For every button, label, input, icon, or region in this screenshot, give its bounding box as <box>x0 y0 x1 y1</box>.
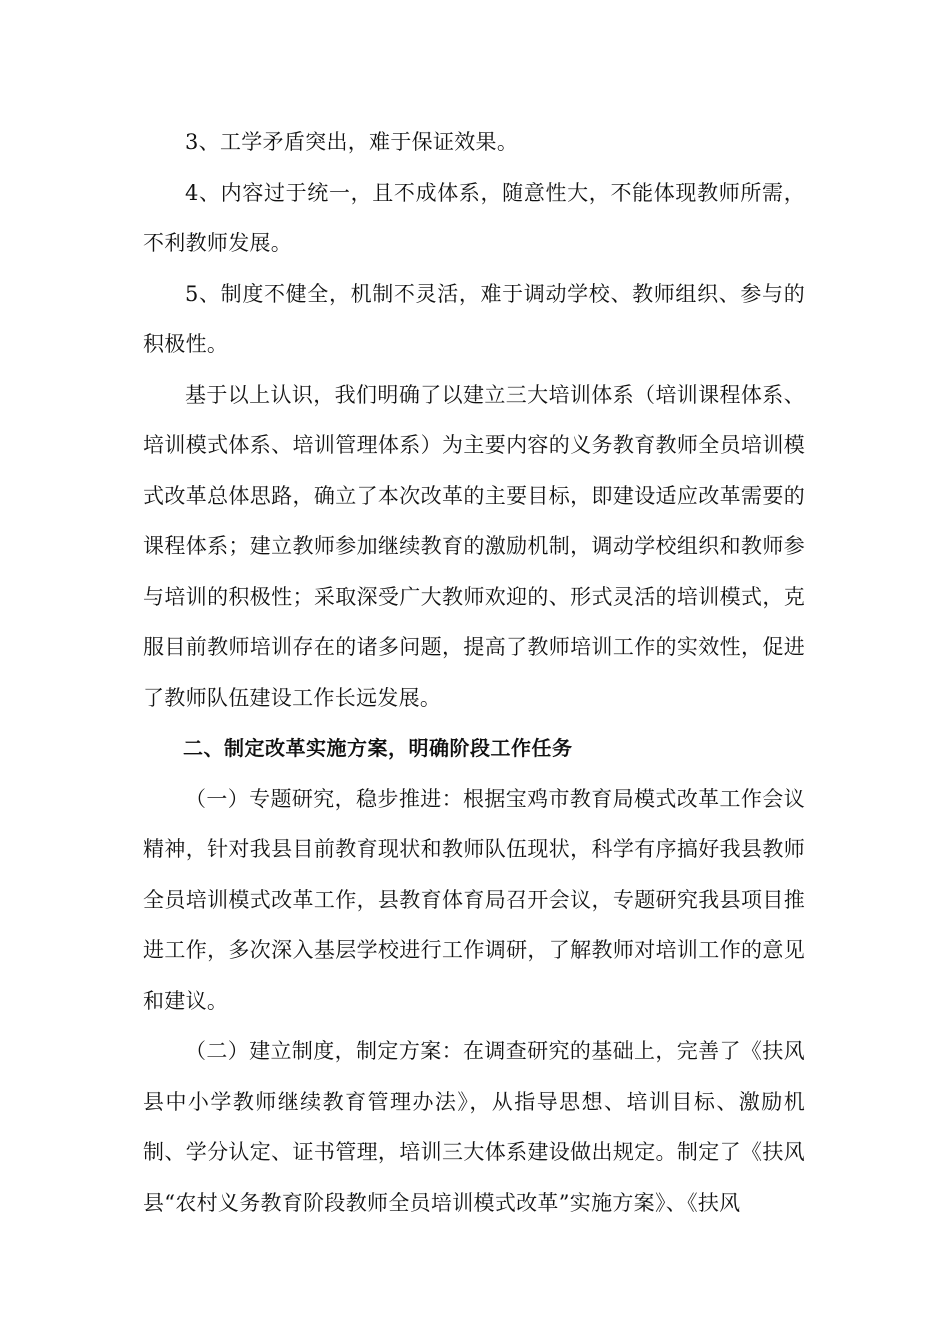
paragraph-topic-research: （一）专题研究，稳步推进：根据宝鸡市教育局模式改革工作会议精神，针对我县目前教育现状和教师队伍现状，科学有序搞好我县教师全员培训模式改革工作，县教育体育局召开会议，专题研究我县项目推进工作，多次深入基层学校进行工作调研，了解教师对培训工作的意见和建议。 <box>143 786 805 1013</box>
paragraph-problem-3: 3、工学矛盾突出，难于保证效果。 <box>185 130 519 154</box>
document-body <box>143 117 805 1228</box>
paragraph-problem-5: 5、制度不健全，机制不灵活，难于调动学校、教师组织、参与的积极性。 <box>143 281 805 356</box>
paragraph-system-plan: （二）建立制度，制定方案：在调查研究的基础上，完善了《扶风县中小学教师继续教育管理办法》，从指导思想、培训目标、激励机制、学分认定、证书管理，培训三大体系建设做出规定。制定了《扶风县“农村义务教育阶段教师全员培训模式改革”实施方案》、《扶风 <box>143 1039 805 1215</box>
paragraph-reform-approach: 基于以上认识，我们明确了以建立三大培训体系（培训课程体系、培训模式体系、培训管理体系）为主要内容的义务教育教师全员培训模式改革总体思路，确立了本次改革的主要目标，即建设适应改革需要的课程体系；建立教师参加继续教育的激励机制，调动学校组织和教师参与培训的积极性；采取深受广大教师欢迎的、形式灵活的培训模式，克服目前教师培训存在的诸多问题，提高了教师培训工作的实效性，促进了教师队伍建设工作长远发展。 <box>143 382 805 710</box>
paragraph-problem-4: 4、内容过于统一，且不成体系，随意性大，不能体现教师所需，不利教师发展。 <box>143 180 805 255</box>
section-heading-2: 二、制定改革实施方案，明确阶段工作任务 <box>183 736 573 760</box>
